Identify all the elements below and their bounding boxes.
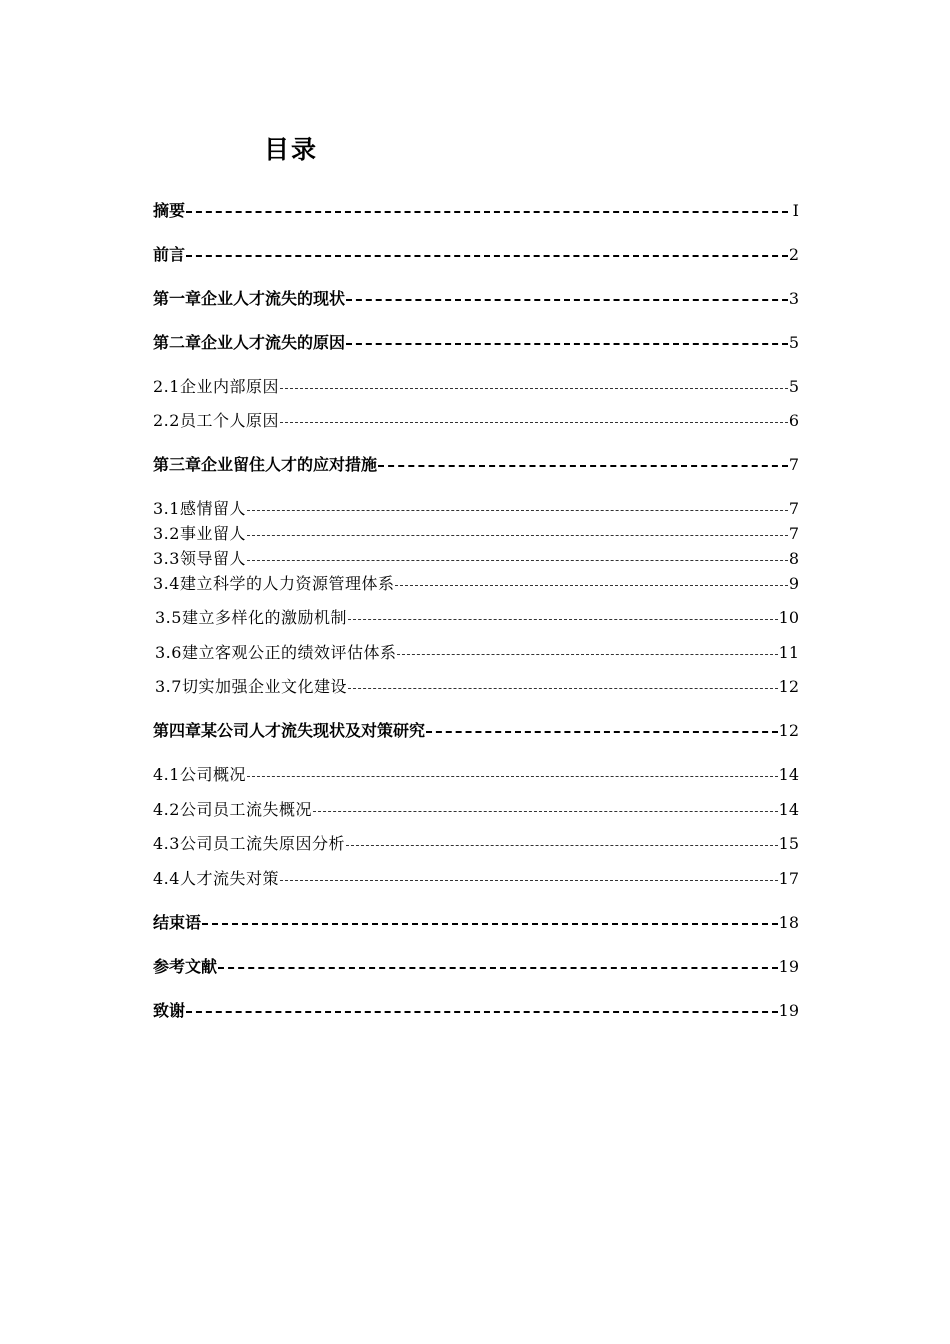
toc-entry-label: 3.4建立科学的人力资源管理体系 [153,574,395,593]
toc-entry-section-4-2[interactable] [153,798,799,822]
toc-entry-label: 致谢 [153,1001,186,1020]
toc-entry-label: 3.1感情留人 [153,499,246,518]
toc-entry-section-3-5[interactable] [155,606,799,630]
toc-entry-label: 3.7切实加强企业文化建设 [155,677,347,696]
toc-dot-leader [348,688,778,689]
toc-dot-leader [395,585,787,586]
toc-dot-leader [346,299,788,301]
toc-entry-chapter-2[interactable] [153,331,799,355]
toc-entry-chapter-4[interactable] [153,719,799,743]
toc-page-number: 14 [778,800,799,819]
toc-page-number: 5 [788,333,799,352]
toc-dot-leader [426,731,778,733]
toc-page-number: 12 [778,721,799,740]
toc-page-number: 7 [788,524,799,543]
toc-entry-label: 第三章企业留住人才的应对措施 [153,455,378,474]
toc-entry-section-3-4[interactable] [153,572,799,596]
toc-page-number: 11 [778,643,799,662]
toc-dot-leader [247,560,788,561]
toc-dot-leader [346,343,788,345]
toc-page-number: 12 [778,677,799,696]
toc-dot-leader [313,811,778,812]
toc-entry-section-3-2[interactable] [153,522,799,546]
toc-page-number: I [792,201,799,220]
toc-entry-section-3-7[interactable] [155,675,799,699]
toc-entry-label: 第四章某公司人才流失现状及对策研究 [153,721,426,740]
toc-entry-label: 4.1公司概况 [153,765,246,784]
toc-entry-label: 第一章企业人才流失的现状 [153,289,346,308]
toc-dot-leader [247,535,788,536]
toc-entry-chapter-1[interactable] [153,287,799,311]
toc-dot-leader [346,845,778,846]
toc-entry-label: 第二章企业人才流失的原因 [153,333,346,352]
toc-dot-leader [186,255,788,257]
toc-entry-label: 3.2事业留人 [153,524,246,543]
toc-dot-leader [280,422,788,423]
toc-entry-label: 2.2员工个人原因 [153,411,279,430]
toc-page-number: 5 [788,377,799,396]
toc-page-number: 2 [788,245,799,264]
toc-entry-references[interactable] [153,955,799,979]
toc-entry-label: 参考文献 [153,957,218,976]
toc-entry-section-2-1[interactable] [153,375,799,399]
toc-entry-label: 2.1企业内部原因 [153,377,279,396]
toc-dot-leader [280,388,788,389]
toc-entry-acknowledgements[interactable] [153,999,799,1023]
toc-entry-label: 3.6建立客观公正的绩效评估体系 [155,643,397,662]
toc-entry-label: 3.3领导留人 [153,549,246,568]
toc-page-number: 7 [788,455,799,474]
toc-entry-label: 3.5建立多样化的激励机制 [155,608,347,627]
toc-page-number: 19 [778,957,799,976]
toc-entry-label: 结束语 [153,913,202,932]
toc-page-number: 3 [788,289,799,308]
toc-entry-label: 4.2公司员工流失概况 [153,800,312,819]
toc-dot-leader [247,510,788,511]
toc-entry-section-4-3[interactable] [153,832,799,856]
toc-entry-preface[interactable] [153,243,799,267]
toc-dot-leader [397,654,777,655]
toc-page-number: 7 [788,499,799,518]
toc-page-number: 14 [778,765,799,784]
toc-entry-label: 4.3公司员工流失原因分析 [153,834,345,853]
toc-page-number: 6 [788,411,799,430]
toc-page-number: 17 [778,869,799,888]
toc-dot-leader [348,619,778,620]
toc-entry-section-3-3[interactable] [153,547,799,571]
toc-page-number: 18 [778,913,799,932]
toc-dot-leader [247,776,778,777]
toc-page-number: 9 [788,574,799,593]
toc-entry-abstract[interactable] [153,199,799,223]
toc-page-number: 15 [778,834,799,853]
page-title: 目录 [264,135,319,164]
toc-dot-leader [280,880,778,881]
toc-dot-leader [378,465,788,467]
toc-page-number: 10 [778,608,799,627]
toc-dot-leader [186,1011,778,1013]
toc-entry-chapter-3[interactable] [153,453,799,477]
toc-dot-leader [186,211,788,213]
toc-page-number: 8 [788,549,799,568]
toc-entry-section-4-1[interactable] [153,763,799,787]
toc-entry-label: 前言 [153,245,186,264]
toc-dot-leader [218,967,778,969]
toc-entry-conclusion[interactable] [153,911,799,935]
toc-entry-label: 摘要 [153,201,186,220]
toc-page-number: 19 [778,1001,799,1020]
toc-entry-label: 4.4人才流失对策 [153,869,279,888]
toc-dot-leader [202,923,778,925]
toc-entry-section-3-1[interactable] [153,497,799,521]
toc-entry-section-2-2[interactable] [153,409,799,433]
toc-entry-section-4-4[interactable] [153,867,799,891]
toc-entry-section-3-6[interactable] [155,641,799,665]
